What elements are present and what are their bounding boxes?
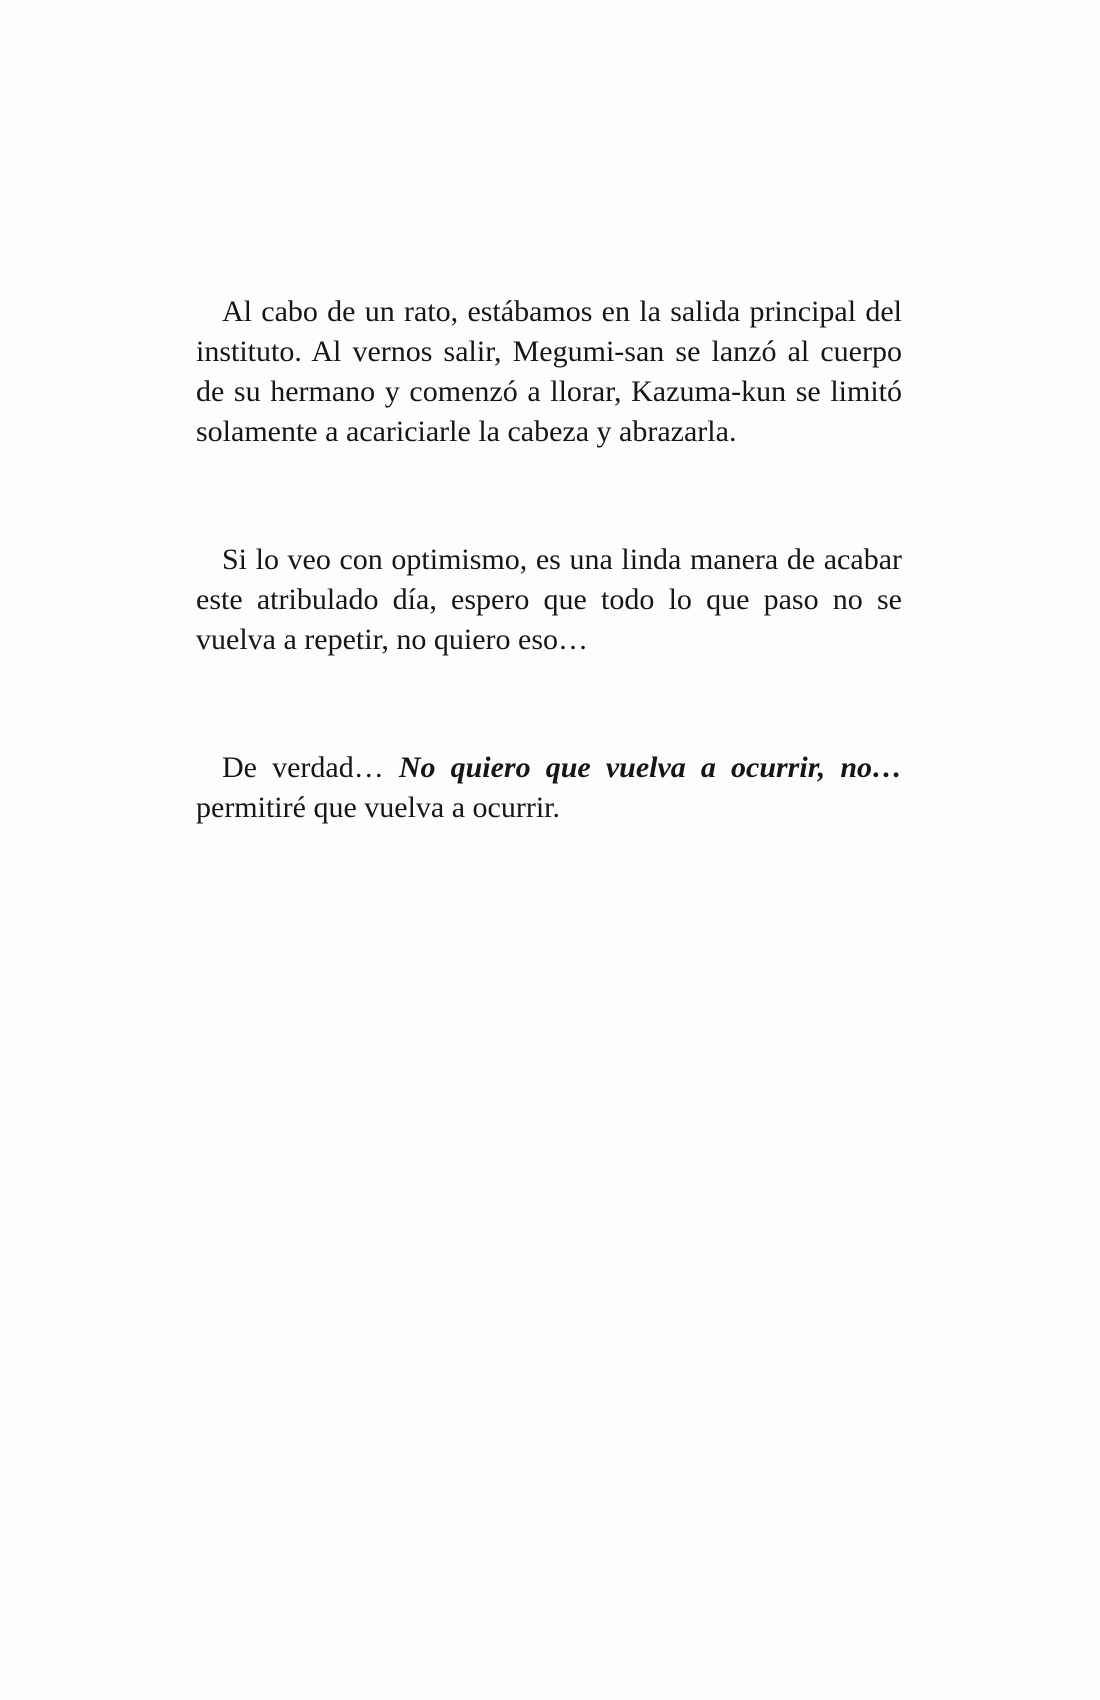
paragraph-2: Si lo veo con optimismo, es una linda manera de acabar este atribulado día, espero que todo lo que paso no se vuelva a repetir, no quiero eso…	[196, 543, 902, 656]
paragraph-3-lead: De verdad…	[222, 751, 399, 784]
paragraph-3	[196, 748, 902, 828]
page-body	[196, 292, 902, 828]
paragraph-3-tail: permitiré que vuelva a ocurrir.	[196, 791, 561, 824]
paragraph-1: Al cabo de un rato, estábamos en la salida principal del instituto. Al vernos salir, Megumi-san se lanzó al cuerpo de su hermano y comenzó a llorar, Kazuma-kun se limitó solamente a acariciarle la cabeza y abrazarla.	[196, 295, 902, 448]
paragraph-3-emphasis: No quiero que vuelva a ocurrir, no…	[398, 751, 903, 784]
